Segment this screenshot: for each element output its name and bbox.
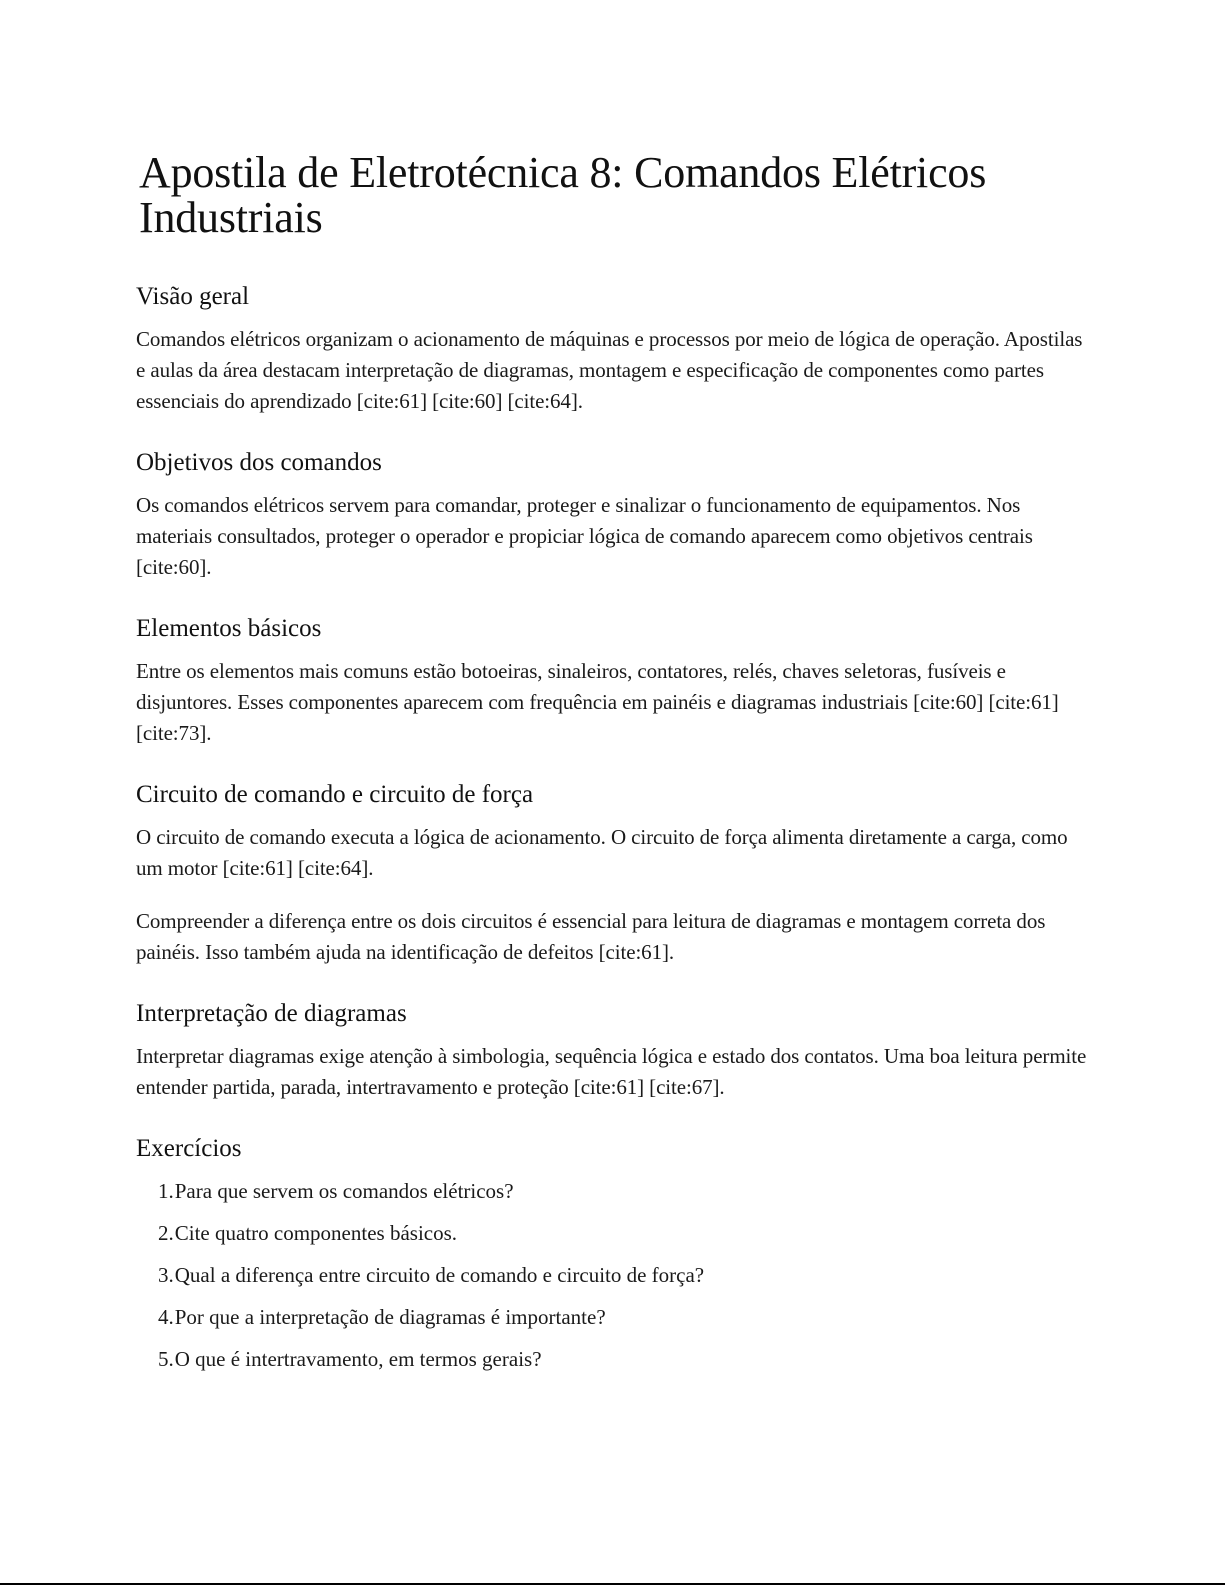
section-exercicios [136,1134,1096,1375]
list-item [158,1218,1096,1249]
section-paragraph: Os comandos elétricos servem para comandar, proteger e sinalizar o funcionamento de equipamentos. Nos materiais consultados, proteger o operador e propiciar lógica de comando aparecem como objetivos centrais [cite:60]. [136,493,1033,579]
section-heading: Visão geral [136,283,250,310]
section-visao-geral [136,282,1096,417]
section-heading: Circuito de comando e circuito de força [136,781,534,808]
list-number: 4. [158,1305,174,1329]
list-item [158,1344,1096,1375]
list-text: Cite quatro componentes básicos. [174,1221,458,1245]
list-text: Qual a diferença entre circuito de comando e circuito de força? [174,1263,705,1287]
section-paragraph: Comandos elétricos organizam o acionamento de máquinas e processos por meio de lógica de operação. Apostilas e aulas da área destacam interpretação de diagramas, montagem e especificação de componentes como partes essenciais do aprendizado [cite:61] [cite:60] [cite:64]. [136,327,1083,413]
section-elementos-basicos [136,614,1096,749]
list-number: 1. [158,1179,174,1203]
list-number: 2. [158,1221,174,1245]
document-page [136,150,1096,1386]
document-title: Apostila de Eletrotécnica 8: Comandos Elétricos Industriais [139,148,987,242]
list-text: Por que a interpretação de diagramas é importante? [174,1305,606,1329]
section-heading: Exercícios [136,1135,242,1162]
section-paragraph: Interpretar diagramas exige atenção à simbologia, sequência lógica e estado dos contatos. Uma boa leitura permite entender partida, parada, intertravamento e proteção [cite:61] [cite:67]. [136,1044,1087,1099]
section-paragraph: Compreender a diferença entre os dois circuitos é essencial para leitura de diagramas e montagem correta dos painéis. Isso também ajuda na identificação de defeitos [cite:61]. [136,909,1046,964]
list-item [158,1302,1096,1333]
section-interpretacao-diagramas [136,999,1096,1103]
exercise-list [136,1176,1096,1375]
list-number: 3. [158,1263,174,1287]
list-item [158,1176,1096,1207]
section-paragraph: O circuito de comando executa a lógica de acionamento. O circuito de força alimenta diretamente a carga, como um motor [cite:61] [cite:64]. [136,825,1068,880]
list-number: 5. [158,1347,174,1371]
section-heading: Interpretação de diagramas [136,1000,407,1027]
list-text: O que é intertravamento, em termos gerais? [174,1347,542,1371]
section-circuito [136,780,1096,968]
section-heading: Objetivos dos comandos [136,449,382,476]
section-objetivos [136,448,1096,583]
section-paragraph: Entre os elementos mais comuns estão botoeiras, sinaleiros, contatores, relés, chaves seletoras, fusíveis e disjuntores. Esses componentes aparecem com frequência em painéis e diagramas industriais [cite:60] [cite:61] [cite:73]. [136,659,1059,745]
list-text: Para que servem os comandos elétricos? [174,1179,514,1203]
list-item [158,1260,1096,1291]
section-heading: Elementos básicos [136,615,322,642]
